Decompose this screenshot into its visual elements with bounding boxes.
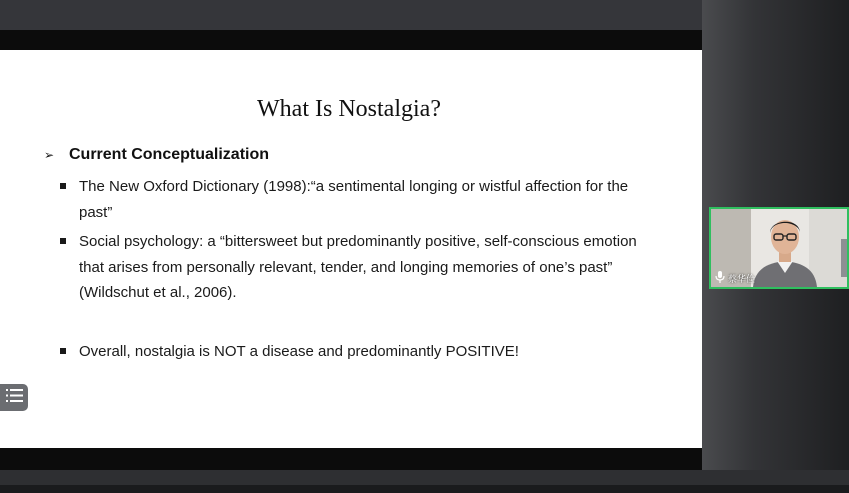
microphone-icon <box>715 271 725 286</box>
slide-title: What Is Nostalgia? <box>257 96 441 122</box>
list-toggle-button[interactable] <box>0 384 28 411</box>
letterbox-top <box>0 30 702 50</box>
bottom-edge <box>0 485 849 493</box>
letterbox-bottom <box>0 448 702 470</box>
list-icon <box>6 388 23 408</box>
participant-figure <box>745 211 825 287</box>
bullet-text: Overall, nostalgia is NOT a disease and predominantly POSITIVE! <box>79 343 519 360</box>
bullet-text: The New Oxford Dictionary (1998):“a sentimental longing or wistful affection for the past” <box>79 178 629 221</box>
bullet-text: Social psychology: a “bittersweet but predominantly positive, self-conscious emotion that arises from personally relevant, tender, and longing memories of one’s past” (Wildschut et al., 2006). <box>79 233 637 301</box>
section-heading: Current Conceptualization <box>69 146 270 163</box>
section-heading-row <box>44 146 269 164</box>
shared-slide <box>0 50 702 448</box>
bullet-item <box>60 174 650 225</box>
arrow-bullet-icon: ➢ <box>44 148 55 162</box>
square-bullet-icon <box>60 238 66 244</box>
square-bullet-icon <box>60 183 66 189</box>
bullet-item <box>60 229 650 306</box>
bottom-bar <box>0 470 849 493</box>
square-bullet-icon <box>60 348 66 354</box>
participant-video-tile[interactable] <box>709 207 849 289</box>
participant-name: 蔡华俭 <box>728 275 756 285</box>
participant-name-tag <box>715 271 755 286</box>
bullet-item <box>60 339 650 365</box>
top-bar <box>0 0 702 30</box>
